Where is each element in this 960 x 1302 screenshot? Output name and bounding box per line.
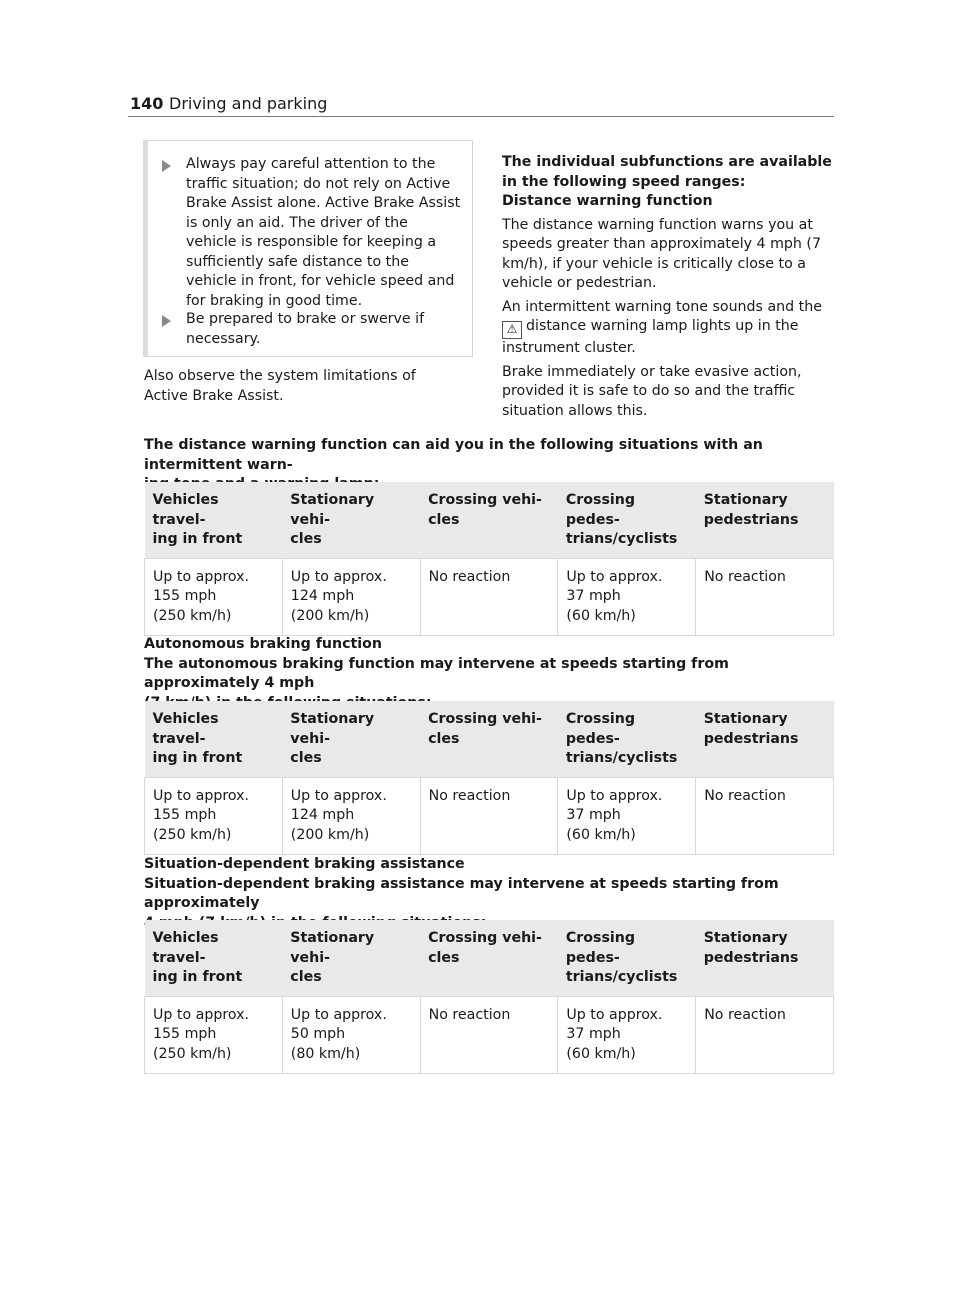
distance-warning-para-3: Brake immediately or take evasive action, provided it is safe to do so and the traffic situation allows this. (502, 363, 802, 419)
table-cell: Up to approx. 124 mph (200 km/h) (282, 777, 420, 855)
para-2-after: distance warning lamp lights up in the instrument cluster. (502, 318, 799, 356)
intro-line: Autonomous braking function (144, 636, 382, 652)
column-header: Crossing vehi- cles (420, 482, 558, 558)
speed-table-situation-braking (144, 920, 834, 1074)
table-cell: No reaction (696, 777, 834, 855)
table-header-row (145, 920, 834, 996)
column-header: Crossing pedes- trians/cyclists (558, 920, 696, 996)
column-header: Stationary vehi- cles (282, 701, 420, 777)
distance-warning-para-2 (502, 298, 832, 359)
table-cell: Up to approx. 37 mph (60 km/h) (558, 996, 696, 1074)
table-row (145, 777, 834, 855)
warning-box (143, 140, 473, 357)
column-header: Stationary vehi- cles (282, 920, 420, 996)
intro-line: Situation-dependent braking assistance may intervene at speeds starting from approximately (144, 875, 779, 911)
para-2-before: An intermittent warning tone sounds and the (502, 298, 822, 315)
table-cell: Up to approx. 155 mph (250 km/h) (145, 996, 283, 1074)
table-cell: Up to approx. 37 mph (60 km/h) (558, 558, 696, 636)
table-cell: No reaction (420, 558, 558, 636)
table-cell: Up to approx. 50 mph (80 km/h) (282, 996, 420, 1074)
distance-warning-lamp-icon: ⚠ (502, 321, 522, 339)
speed-table-distance-warning (144, 482, 834, 636)
header-rule (128, 116, 834, 117)
warning-text: Always pay careful attention to the traffic situation; do not rely on Active Brake Assist alone. Active Brake Assist is only an aid. The driver of the vehicle is responsible for keeping a sufficiently safe distance to the vehicle in front, for vehicle speed and for braking in good time. (186, 156, 461, 309)
intro-line: The distance warning function can aid you in the following situations with an intermittent warn- (144, 437, 763, 473)
table-cell: No reaction (420, 777, 558, 855)
bullet-arrow-icon (162, 315, 171, 327)
intro-line: Situation-dependent braking assistance (144, 856, 465, 872)
column-header: Stationary pedestrians (696, 920, 834, 996)
table-cell: No reaction (420, 996, 558, 1074)
page-number: 140 (130, 94, 164, 113)
column-header: Vehicles travel- ing in front (145, 482, 283, 558)
table-row (145, 996, 834, 1074)
warning-item (162, 310, 462, 349)
table-cell: Up to approx. 155 mph (250 km/h) (145, 558, 283, 636)
column-header: Crossing vehi- cles (420, 701, 558, 777)
intro-line: The autonomous braking function may intervene at speeds starting from approximately 4 mph (144, 655, 729, 691)
page-header (128, 94, 834, 118)
column-header: Stationary pedestrians (696, 701, 834, 777)
also-observe-note: Also observe the system limitations of Active Brake Assist. (144, 368, 416, 404)
warning-item (162, 155, 462, 311)
table-cell: Up to approx. 124 mph (200 km/h) (282, 558, 420, 636)
table-cell: Up to approx. 37 mph (60 km/h) (558, 777, 696, 855)
column-header: Vehicles travel- ing in front (145, 920, 283, 996)
speed-table-autonomous-braking (144, 701, 834, 855)
table-cell: No reaction (696, 558, 834, 636)
table-header-row (145, 482, 834, 558)
column-header: Vehicles travel- ing in front (145, 701, 283, 777)
column-header: Crossing pedes- trians/cyclists (558, 482, 696, 558)
table-cell: Up to approx. 155 mph (250 km/h) (145, 777, 283, 855)
subfunction-column (502, 153, 832, 425)
distance-warning-heading: Distance warning function (502, 193, 713, 209)
warning-text: Be prepared to brake or swerve if necessary. (186, 311, 425, 347)
column-header: Crossing vehi- cles (420, 920, 558, 996)
table-row (145, 558, 834, 636)
table-cell: No reaction (696, 996, 834, 1074)
column-header: Crossing pedes- trians/cyclists (558, 701, 696, 777)
section-title: Driving and parking (169, 94, 328, 113)
distance-warning-para-1: The distance warning function warns you at speeds greater than approximately 4 mph (7 km/h), if your vehicle is critically close to a vehicle or pedestrian. (502, 216, 821, 291)
bullet-arrow-icon (162, 160, 171, 172)
table-header-row (145, 701, 834, 777)
subfunction-lead: The individual subfunctions are available in the following speed ranges: (502, 154, 832, 190)
column-header: Stationary pedestrians (696, 482, 834, 558)
column-header: Stationary vehi- cles (282, 482, 420, 558)
